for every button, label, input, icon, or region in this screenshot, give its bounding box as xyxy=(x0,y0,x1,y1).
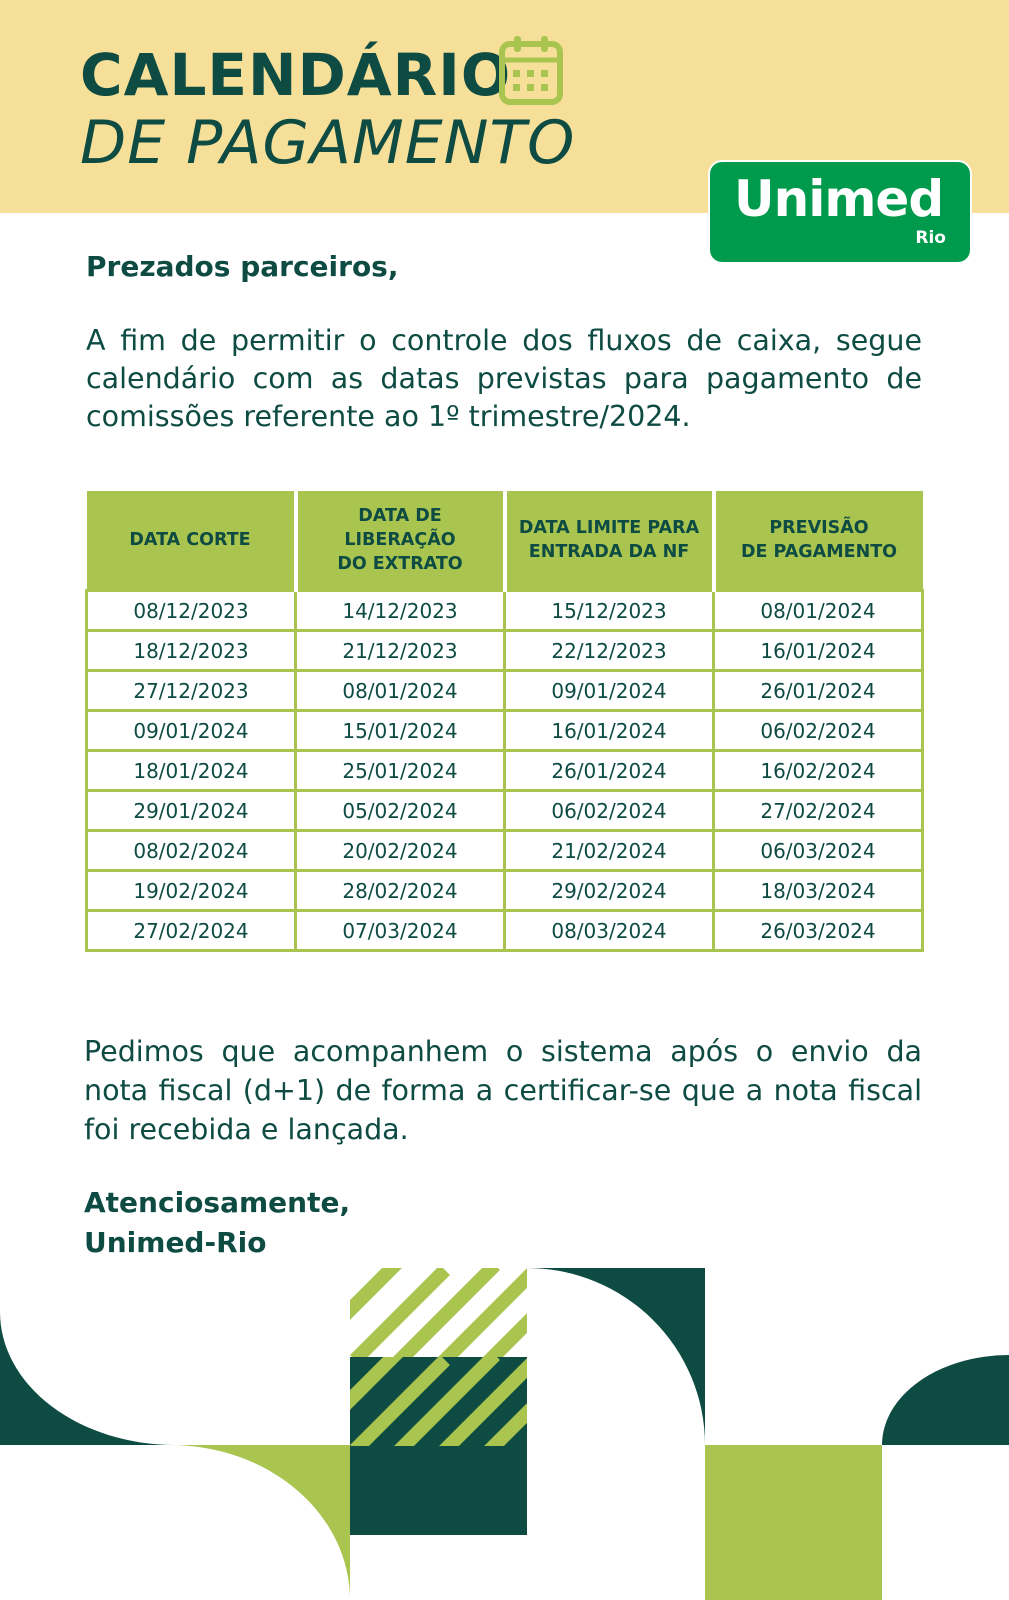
table-cell: 09/01/2024 xyxy=(87,711,296,751)
signoff xyxy=(84,1183,350,1263)
table-cell: 28/02/2024 xyxy=(296,871,505,911)
table-cell: 08/02/2024 xyxy=(87,831,296,871)
table-row xyxy=(87,671,923,711)
table-cell: 14/12/2023 xyxy=(296,591,505,631)
table-cell: 06/03/2024 xyxy=(714,831,923,871)
table-cell: 26/01/2024 xyxy=(714,671,923,711)
table-row xyxy=(87,791,923,831)
table-row xyxy=(87,871,923,911)
decorative-pattern xyxy=(0,1265,1009,1600)
logo-name: Unimed xyxy=(734,170,944,228)
table-cell: 21/02/2024 xyxy=(505,831,714,871)
table-cell: 07/03/2024 xyxy=(296,911,505,951)
table-cell: 20/02/2024 xyxy=(296,831,505,871)
table-row xyxy=(87,591,923,631)
table-header-row xyxy=(87,491,923,591)
table-cell: 08/03/2024 xyxy=(505,911,714,951)
table-row xyxy=(87,911,923,951)
table-cell: 18/01/2024 xyxy=(87,751,296,791)
table-cell: 18/03/2024 xyxy=(714,871,923,911)
table-cell: 18/12/2023 xyxy=(87,631,296,671)
intro-paragraph: A fim de permitir o controle dos fluxos de caixa, segue calendário com as datas previstas para pagamento de comissões referente ao 1º trimestre/2024. xyxy=(86,324,922,433)
column-header xyxy=(87,491,296,591)
table-cell: 05/02/2024 xyxy=(296,791,505,831)
table-body xyxy=(87,591,923,951)
table-cell: 21/12/2023 xyxy=(296,631,505,671)
table-cell: 09/01/2024 xyxy=(505,671,714,711)
payment-calendar-table xyxy=(85,491,924,952)
column-header-line: DATA CORTE xyxy=(129,530,251,550)
logo-sub: Rio xyxy=(915,228,946,248)
column-header xyxy=(296,491,505,591)
signoff-line1: Atenciosamente, xyxy=(84,1186,351,1219)
table-cell: 15/12/2023 xyxy=(505,591,714,631)
closing-paragraph: Pedimos que acompanhem o sistema após o envio da nota fiscal (d+1) de forma a certificar-se que a nota fiscal foi recebida e lançada. xyxy=(84,1035,922,1146)
table-cell: 06/02/2024 xyxy=(505,791,714,831)
table-cell: 06/02/2024 xyxy=(714,711,923,751)
table-cell: 16/02/2024 xyxy=(714,751,923,791)
unimed-logo xyxy=(708,160,972,264)
column-header xyxy=(714,491,923,591)
column-header-line: DATA LIMITE PARA xyxy=(518,518,700,538)
page-title: CALENDÁRIO xyxy=(80,41,512,109)
column-header-line: DATA DE LIBERAÇÃO xyxy=(344,506,456,550)
column-header-line: DE PAGAMENTO xyxy=(740,542,898,562)
table-row xyxy=(87,751,923,791)
table-cell: 26/03/2024 xyxy=(714,911,923,951)
table-cell: 19/02/2024 xyxy=(87,871,296,911)
page-subtitle: DE PAGAMENTO xyxy=(80,108,576,178)
greeting: Prezados parceiros, xyxy=(86,250,399,283)
table-cell: 27/12/2023 xyxy=(87,671,296,711)
column-header xyxy=(505,491,714,591)
table-cell: 08/12/2023 xyxy=(87,591,296,631)
table-cell: 29/01/2024 xyxy=(87,791,296,831)
table-cell: 16/01/2024 xyxy=(505,711,714,751)
table-row xyxy=(87,631,923,671)
table-cell: 15/01/2024 xyxy=(296,711,505,751)
column-header-line: PREVISÃO xyxy=(769,518,869,538)
column-header-line: DO EXTRATO xyxy=(337,554,463,574)
table-row xyxy=(87,711,923,751)
table-cell: 08/01/2024 xyxy=(714,591,923,631)
calendar-icon xyxy=(498,34,564,106)
table-cell: 25/01/2024 xyxy=(296,751,505,791)
table-cell: 27/02/2024 xyxy=(714,791,923,831)
table-cell: 16/01/2024 xyxy=(714,631,923,671)
table-cell: 08/01/2024 xyxy=(296,671,505,711)
table-row xyxy=(87,831,923,871)
table-cell: 26/01/2024 xyxy=(505,751,714,791)
table-cell: 27/02/2024 xyxy=(87,911,296,951)
column-header-line: ENTRADA DA NF xyxy=(528,542,690,562)
table-cell: 22/12/2023 xyxy=(505,631,714,671)
signoff-line2: Unimed-Rio xyxy=(84,1226,267,1259)
table-cell: 29/02/2024 xyxy=(505,871,714,911)
